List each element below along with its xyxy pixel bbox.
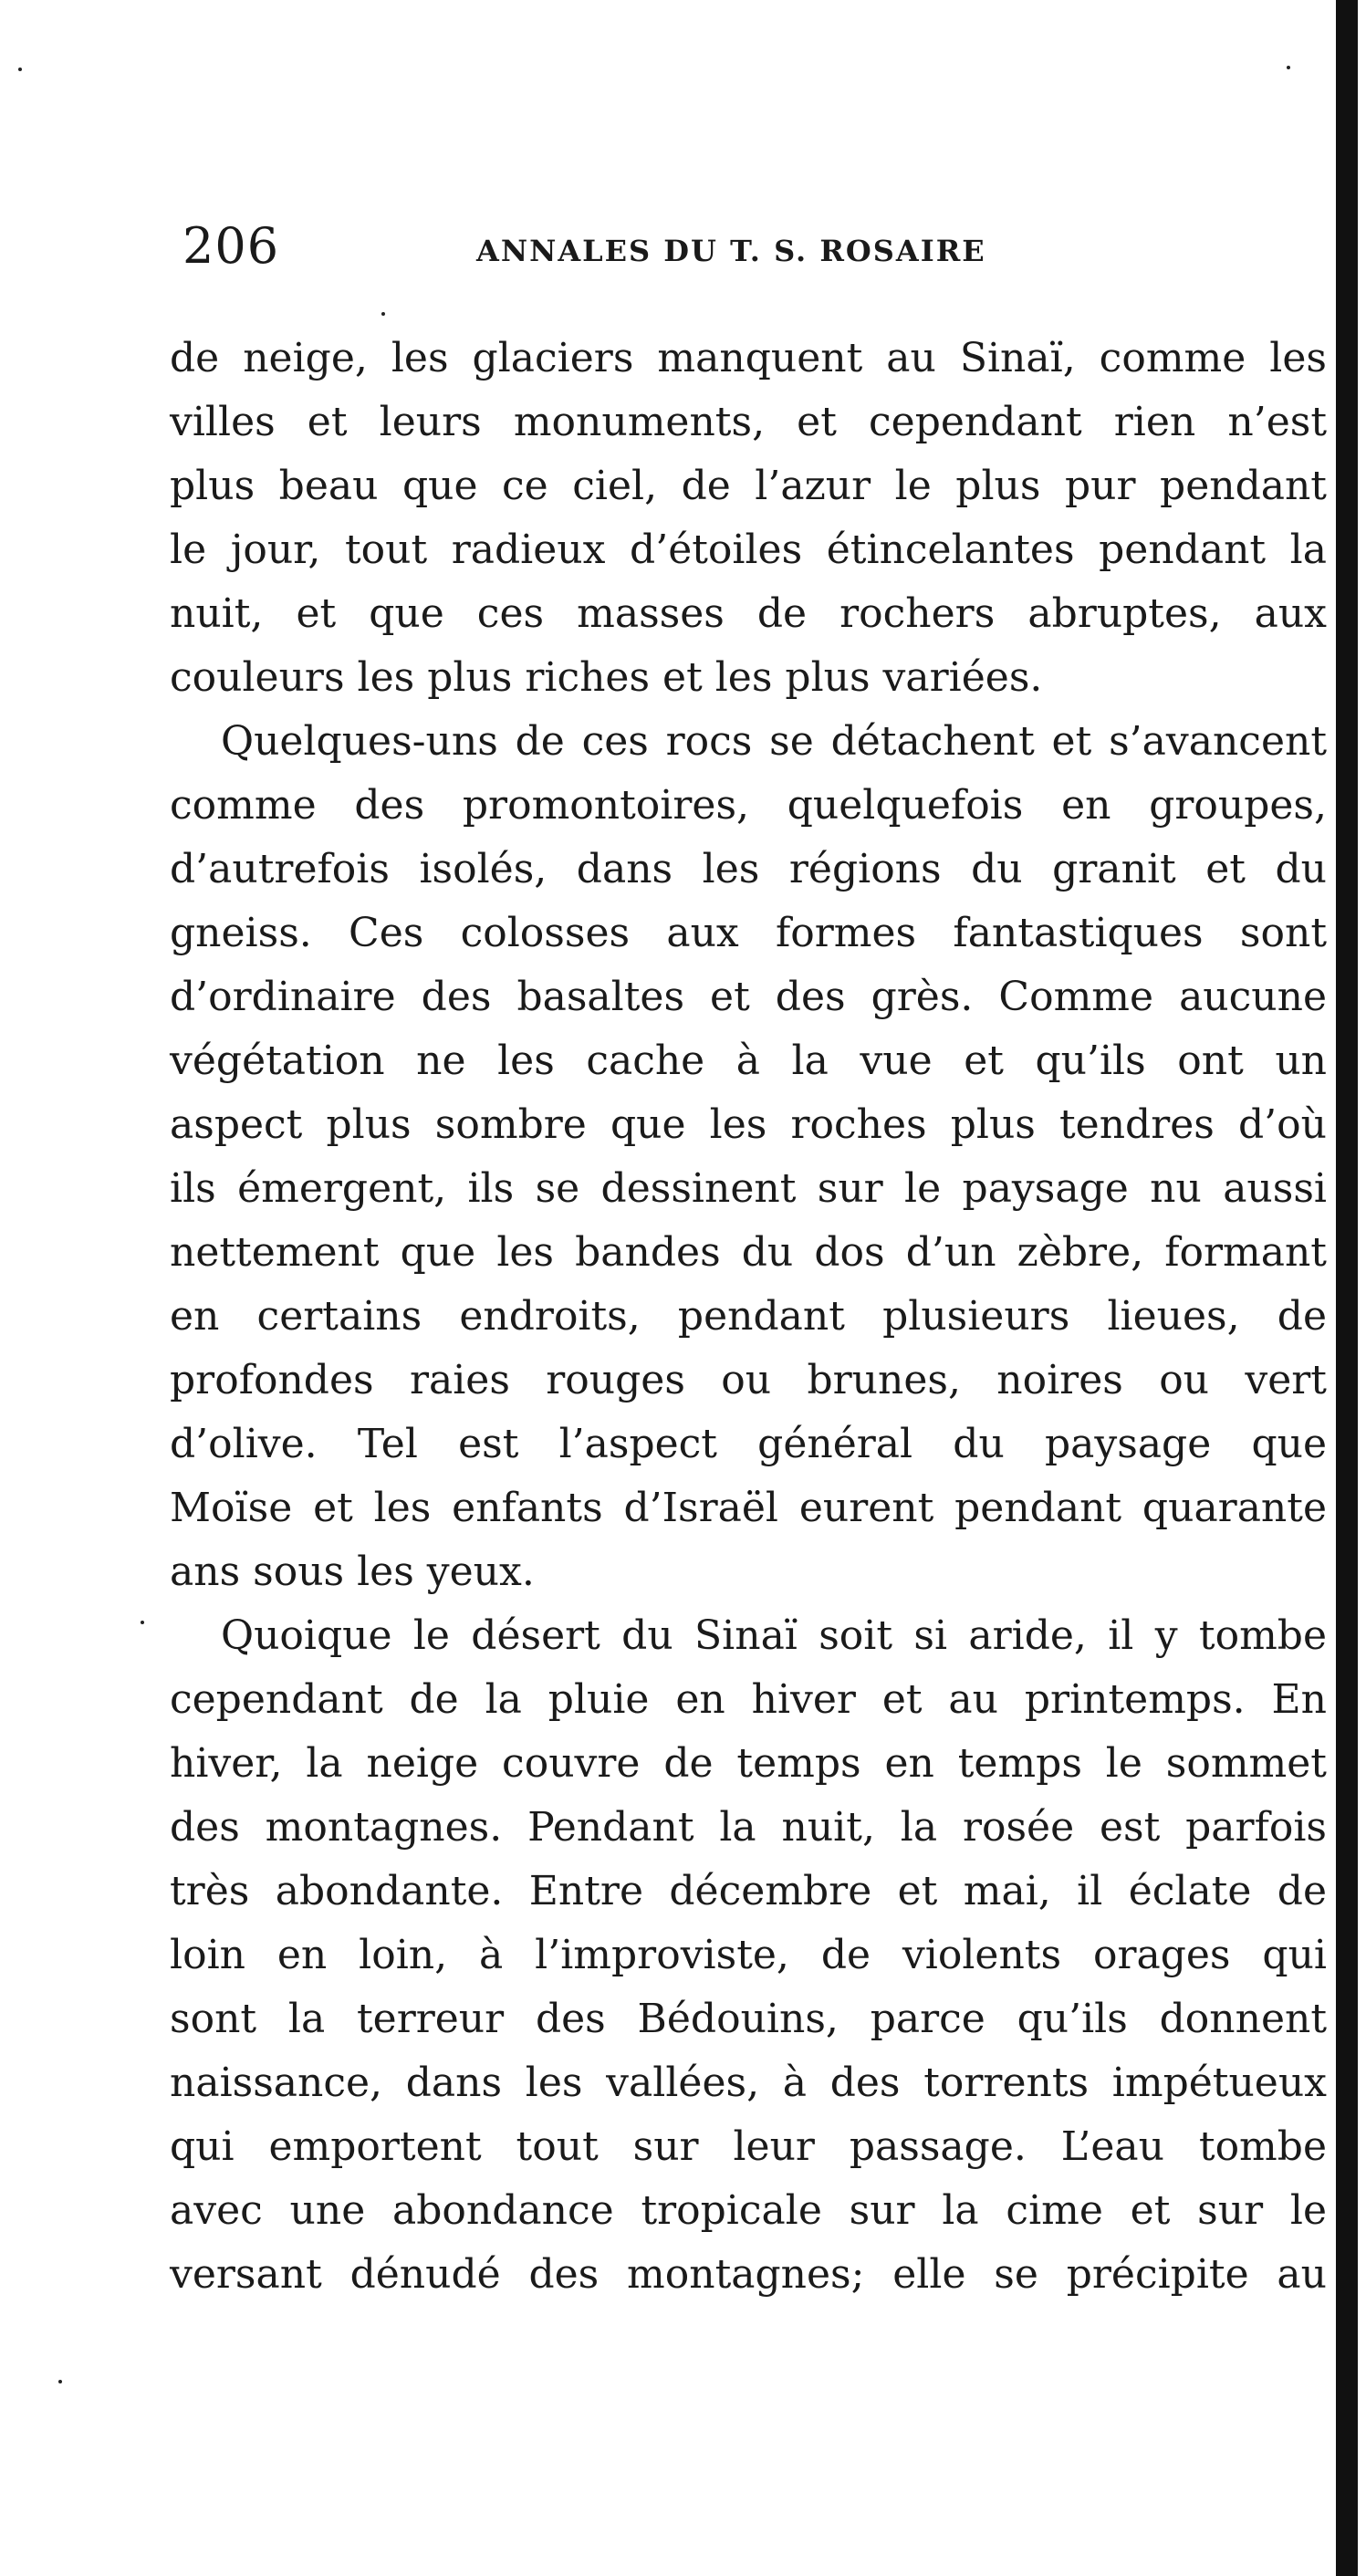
paragraph-2 [170,710,1327,1604]
text-line: végétation ne les cache à la vue et qu’ils ont un [170,1038,1327,1084]
text-line: d’ordinaire des basaltes et des grès. Comme aucune [170,974,1327,1020]
text-line: le jour, tout radieux d’étoiles étincelantes pendant la [170,527,1327,573]
text-line: ils émergent, ils se dessinent sur le paysage nu aussi [170,1165,1327,1212]
paragraph-3 [170,1604,1327,2307]
page-number: 206 [182,217,280,275]
running-head: ANNALES DU T. S. ROSAIRE [476,234,986,268]
scan-speck [1287,66,1290,69]
text-line: de neige, les glaciers manquent au Sinaï, comme les [170,335,1327,381]
text-line: villes et leurs monuments, et cependant rien n’est [170,399,1327,445]
text-line: sont la terreur des Bédouins, parce qu’ils donnent [170,1996,1327,2042]
body-text [170,327,1327,2307]
text-line: loin en loin, à l’improviste, de violents orages qui [170,1932,1327,1978]
text-line: d’olive. Tel est l’aspect général du paysage que [170,1421,1327,1467]
text-line: gneiss. Ces colosses aux formes fantastiques sont [170,910,1327,956]
text-line: versant dénudé des montagnes; elle se précipite au [170,2251,1327,2298]
text-line: ans sous les yeux. [170,1549,535,1595]
text-line: Moïse et les enfants d’Israël eurent pendant quarante [170,1485,1327,1531]
text-line: très abondante. Entre décembre et mai, il éclate de [170,1868,1327,1914]
text-line: comme des promontoires, quelquefois en groupes, [170,782,1327,829]
text-line: des montagnes. Pendant la nuit, la rosée est parfois [170,1804,1327,1851]
text-line: Quoique le désert du Sinaï soit si aride, il y tombe [221,1612,1327,1659]
scan-speck [381,312,385,316]
scan-speck [141,1621,144,1624]
text-line: aspect plus sombre que les roches plus tendres d’où [170,1101,1327,1148]
text-line: hiver, la neige couvre de temps en temps le sommet [170,1740,1327,1787]
text-line: couleurs les plus riches et les plus variées. [170,654,1043,701]
text-line: qui emportent tout sur leur passage. L’eau tombe [170,2123,1327,2170]
scan-speck [18,68,22,71]
scan-speck [58,2380,62,2383]
text-line: en certains endroits, pendant plusieurs lieues, de [170,1293,1327,1340]
page-header [182,217,1314,290]
text-line: d’autrefois isolés, dans les régions du granit et du [170,846,1327,892]
text-line: profondes raies rouges ou brunes, noires ou vert [170,1357,1327,1403]
text-line: nettement que les bandes du dos d’un zèbre, formant [170,1229,1327,1276]
text-line: avec une abondance tropicale sur la cime et sur le [170,2187,1327,2234]
text-line: Quelques-uns de ces rocs se détachent et s’avancent [221,718,1327,765]
binding-gap [1329,0,1336,2576]
binding-edge [1336,0,1358,2576]
paragraph-1 [170,327,1327,710]
text-line: cependant de la pluie en hiver et au printemps. En [170,1676,1327,1723]
text-line: naissance, dans les vallées, à des torrents impétueux [170,2060,1327,2106]
text-line: plus beau que ce ciel, de l’azur le plus pur pendant [170,463,1327,509]
text-line: nuit, et que ces masses de rochers abruptes, aux [170,590,1327,637]
